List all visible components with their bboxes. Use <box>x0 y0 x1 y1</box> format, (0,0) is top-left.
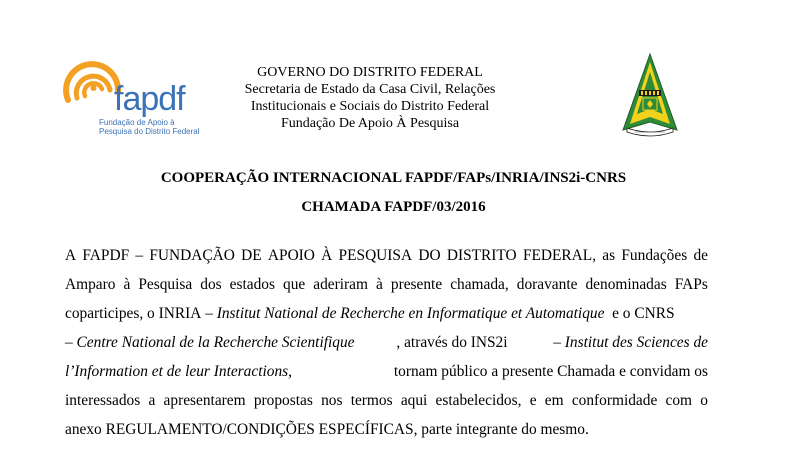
word: termos <box>350 392 393 409</box>
word: denominadas <box>585 276 667 293</box>
fapdf-subtitle <box>99 118 200 136</box>
word: conformidade <box>571 392 658 409</box>
word: FUNDAÇÃO <box>149 247 235 264</box>
paragraph-line-2 <box>65 275 708 304</box>
word: DE <box>241 247 262 264</box>
text-run: coparticipes, o INRIA <box>65 305 202 322</box>
header-line-1: GOVERNO DO DISTRITO FEDERAL <box>257 65 483 80</box>
text-run: tornam público a presente Chamada e convidam os <box>390 363 708 380</box>
word: dos <box>200 276 222 293</box>
fapdf-wordmark: fapdf <box>114 80 185 118</box>
word: apresentarem <box>163 392 246 409</box>
text-run: e o CNRS <box>608 305 675 322</box>
header-line-3: Institucionais e Sociais do Distrito Federal <box>250 99 490 114</box>
word: Amparo <box>65 276 116 293</box>
word: à <box>123 276 131 293</box>
word: DO <box>418 247 441 264</box>
document-header <box>210 64 530 132</box>
coat-of-arms-icon <box>615 52 685 142</box>
word: propostas <box>253 392 313 409</box>
fapdf-subtitle-line2: Pesquisa do Distrito Federal <box>99 127 200 137</box>
word: que <box>283 276 306 293</box>
word: em <box>544 392 564 409</box>
word: À <box>321 247 333 264</box>
word: – <box>135 247 144 264</box>
word: Fundações <box>621 247 688 264</box>
text-run-italic: – Institut National de Recherche en Informatique et Automatique <box>201 305 609 322</box>
word: chamada, <box>450 276 509 293</box>
paragraph-line-7 <box>65 420 708 449</box>
word: doravante <box>516 276 578 293</box>
word: estados <box>229 276 275 293</box>
word: de <box>693 247 708 264</box>
text-run-italic: – Institut des Sciences de <box>553 334 708 351</box>
paragraph-line-6 <box>65 391 708 420</box>
fapdf-subtitle-line1: Fundação de Apoio à <box>99 118 175 127</box>
word: a <box>148 392 156 409</box>
word: interessados <box>65 392 141 409</box>
word: as <box>602 247 616 264</box>
word: presente <box>390 276 443 293</box>
word: o <box>700 392 708 409</box>
word: aqui <box>400 392 428 409</box>
word: FEDERAL, <box>522 247 597 264</box>
paragraph-line-4 <box>65 333 708 362</box>
word: FAPDF <box>82 247 130 264</box>
word: estabelecidos, <box>435 392 522 409</box>
word: FAPs <box>674 276 708 293</box>
body-paragraph <box>65 246 708 449</box>
header-line-2: Secretaria de Estado da Casa Civil, Relações <box>244 82 496 97</box>
word: com <box>665 392 693 409</box>
document-subtitle: CHAMADA FAPDF/03/2016 <box>301 199 486 215</box>
fapdf-logo <box>58 52 198 142</box>
word: DISTRITO <box>446 247 517 264</box>
paragraph-line-1 <box>65 246 708 275</box>
word: PESQUISA <box>338 247 413 264</box>
text-run-italic: l’Information et de leur Interactions, <box>65 363 292 380</box>
text-run: , através do INS2i <box>396 334 512 351</box>
word: A <box>65 247 77 264</box>
paragraph-line-3 <box>65 304 708 333</box>
word: e <box>529 392 537 409</box>
word: nos <box>321 392 343 409</box>
document-title: COOPERAÇÃO INTERNACIONAL FAPDF/FAPs/INRIA/INS2i-CNRS <box>160 170 627 186</box>
header-line-4: Fundação De Apoio À Pesquisa <box>280 116 460 131</box>
text-run-italic: – Centre National de la Recherche Scientifique <box>65 334 355 351</box>
paragraph-line-5 <box>65 362 708 391</box>
text-run: anexo REGULAMENTO/CONDIÇÕES ESPECÍFICAS, parte integrante do mesmo. <box>65 421 589 438</box>
word: Pesquisa <box>138 276 193 293</box>
word: à <box>376 276 383 293</box>
word: APOIO <box>267 247 315 264</box>
word: aderiram <box>313 276 368 293</box>
